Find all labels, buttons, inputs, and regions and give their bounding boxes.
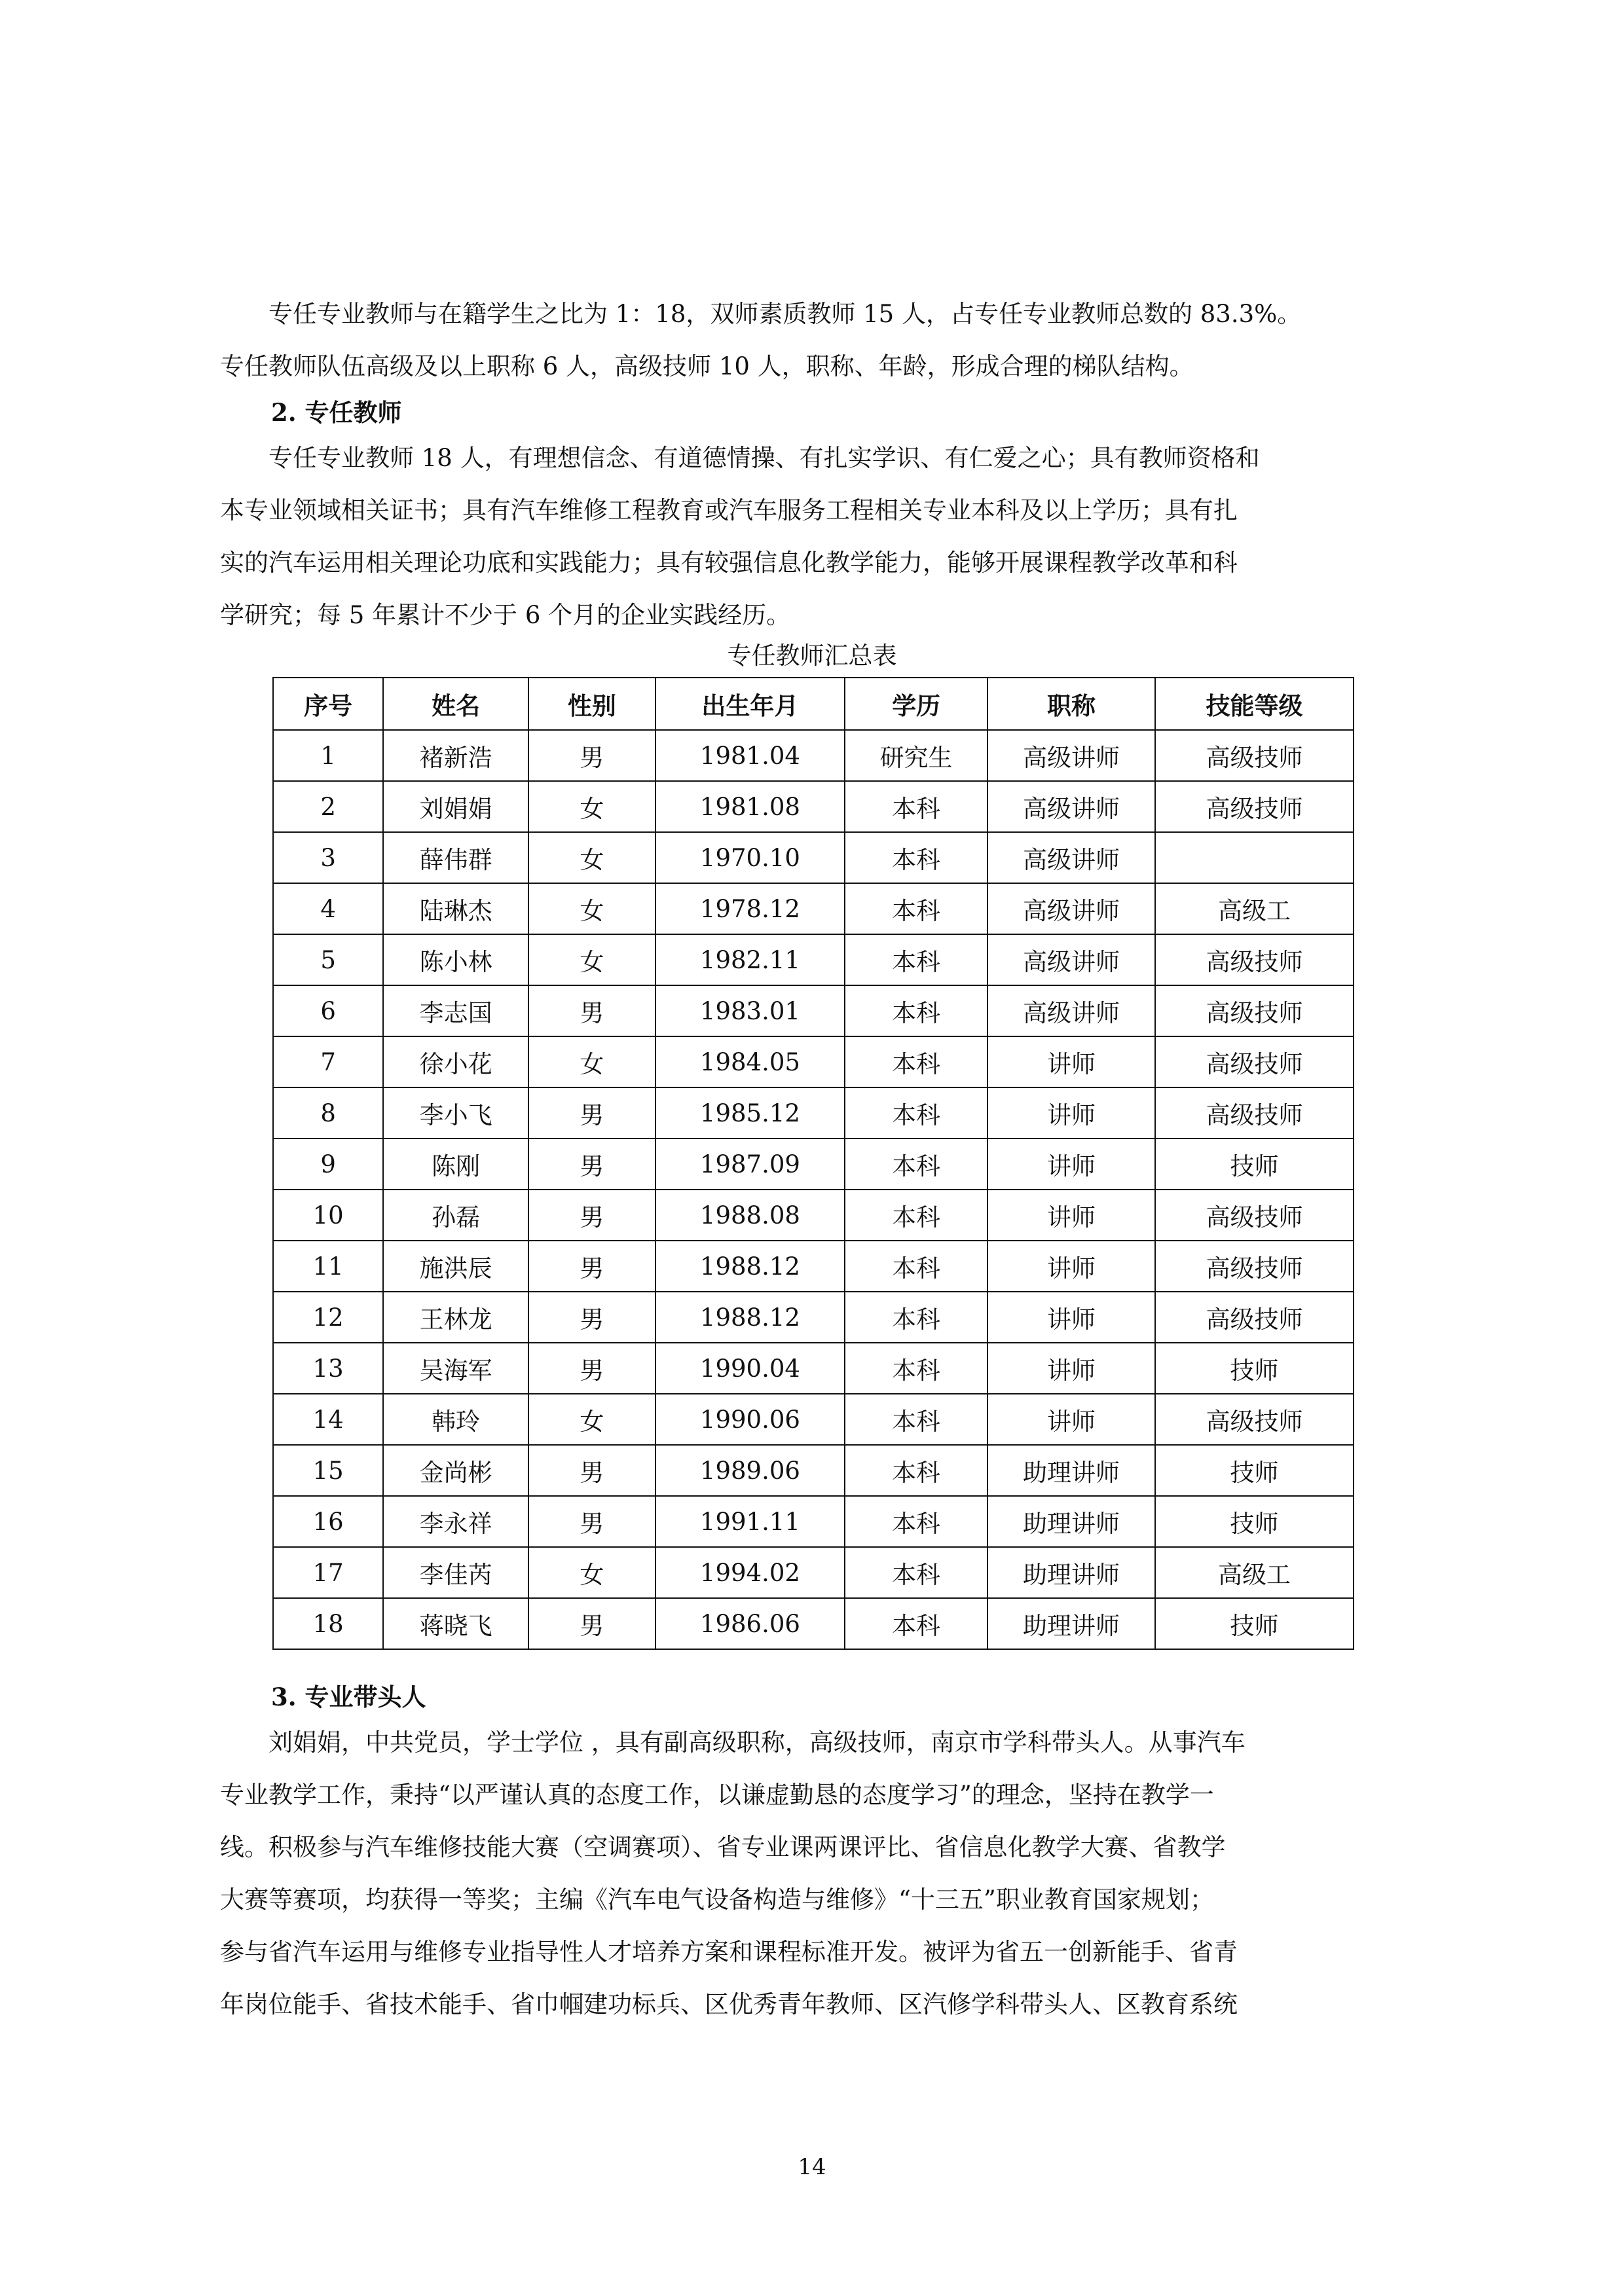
section-3-line-2: 专业教学工作，秉持“以严谨认真的态度工作，以谦虚勤恳的态度学习”的理念，坚持在教学一 bbox=[220, 1781, 1214, 1809]
birth-date-cell: 1990.06 bbox=[655, 1394, 845, 1445]
title-cell: 高级讲师 bbox=[987, 832, 1155, 883]
birth-date-cell: 1988.12 bbox=[655, 1292, 845, 1343]
title-cell: 高级讲师 bbox=[987, 730, 1155, 781]
table-row bbox=[273, 1343, 1354, 1394]
header-cell: 性别 bbox=[528, 678, 655, 730]
row-number-cell: 11 bbox=[273, 1241, 383, 1292]
title-cell: 讲师 bbox=[987, 1036, 1155, 1087]
name-cell: 刘娟娟 bbox=[383, 781, 528, 832]
skill-level-cell bbox=[1155, 832, 1354, 883]
section-3-line-1: 刘娟娟，中共党员，学士学位 ，具有副高级职称，高级技师，南京市学科带头人。从事汽车 bbox=[220, 1728, 1246, 1757]
row-number-cell: 7 bbox=[273, 1036, 383, 1087]
teacher-summary-table bbox=[272, 677, 1354, 1650]
name-cell: 陈刚 bbox=[383, 1139, 528, 1190]
row-number-cell: 13 bbox=[273, 1343, 383, 1394]
gender-cell: 女 bbox=[528, 934, 655, 985]
intro-line-2: 专任教师队伍高级及以上职称 6 人，高级技师 10 人，职称、年龄，形成合理的梯队结构。 bbox=[220, 352, 1194, 380]
row-number-cell: 12 bbox=[273, 1292, 383, 1343]
birth-date-cell: 1978.12 bbox=[655, 883, 845, 934]
gender-cell: 女 bbox=[528, 1036, 655, 1087]
birth-date-cell: 1994.02 bbox=[655, 1547, 845, 1598]
title-cell: 讲师 bbox=[987, 1139, 1155, 1190]
title-cell: 讲师 bbox=[987, 1190, 1155, 1241]
intro-paragraph bbox=[220, 288, 1414, 393]
title-cell: 高级讲师 bbox=[987, 985, 1155, 1036]
education-cell: 本科 bbox=[845, 1496, 987, 1547]
birth-date-cell: 1981.04 bbox=[655, 730, 845, 781]
education-cell: 本科 bbox=[845, 934, 987, 985]
name-cell: 孙磊 bbox=[383, 1190, 528, 1241]
title-cell: 讲师 bbox=[987, 1087, 1155, 1139]
title-cell: 助理讲师 bbox=[987, 1598, 1155, 1649]
table-row bbox=[273, 1598, 1354, 1649]
header-cell: 职称 bbox=[987, 678, 1155, 730]
section-2-line-3: 实的汽车运用相关理论功底和实践能力；具有较强信息化教学能力，能够开展课程教学改革和科 bbox=[220, 549, 1238, 577]
skill-level-cell: 高级技师 bbox=[1155, 934, 1354, 985]
table-row bbox=[273, 934, 1354, 985]
gender-cell: 女 bbox=[528, 1547, 655, 1598]
title-cell: 高级讲师 bbox=[987, 781, 1155, 832]
table-row bbox=[273, 781, 1354, 832]
education-cell: 本科 bbox=[845, 781, 987, 832]
table-row bbox=[273, 1547, 1354, 1598]
name-cell: 李志国 bbox=[383, 985, 528, 1036]
title-cell: 讲师 bbox=[987, 1394, 1155, 1445]
birth-date-cell: 1988.12 bbox=[655, 1241, 845, 1292]
birth-date-cell: 1984.05 bbox=[655, 1036, 845, 1087]
gender-cell: 男 bbox=[528, 1087, 655, 1139]
education-cell: 本科 bbox=[845, 1241, 987, 1292]
birth-date-cell: 1991.11 bbox=[655, 1496, 845, 1547]
skill-level-cell: 高级技师 bbox=[1155, 985, 1354, 1036]
row-number-cell: 17 bbox=[273, 1547, 383, 1598]
name-cell: 陈小林 bbox=[383, 934, 528, 985]
name-cell: 王林龙 bbox=[383, 1292, 528, 1343]
skill-level-cell: 高级技师 bbox=[1155, 1292, 1354, 1343]
education-cell: 本科 bbox=[845, 1394, 987, 1445]
skill-level-cell: 高级技师 bbox=[1155, 1241, 1354, 1292]
gender-cell: 女 bbox=[528, 883, 655, 934]
skill-level-cell: 高级技师 bbox=[1155, 1190, 1354, 1241]
birth-date-cell: 1985.12 bbox=[655, 1087, 845, 1139]
birth-date-cell: 1989.06 bbox=[655, 1445, 845, 1496]
intro-line-1: 专任专业教师与在籍学生之比为 1：18，双师素质教师 15 人，占专任专业教师总数的 83.3%。 bbox=[220, 300, 1302, 328]
section-3-line-6: 年岗位能手、省技术能手、省巾帼建功标兵、区优秀青年教师、区汽修学科带头人、区教育系统 bbox=[220, 1990, 1238, 2018]
row-number-cell: 16 bbox=[273, 1496, 383, 1547]
row-number-cell: 5 bbox=[273, 934, 383, 985]
education-cell: 本科 bbox=[845, 1343, 987, 1394]
section-3-line-3: 线。积极参与汽车维修技能大赛（空调赛项）、省专业课两课评比、省信息化教学大赛、省教学 bbox=[220, 1833, 1226, 1861]
skill-level-cell: 高级技师 bbox=[1155, 1394, 1354, 1445]
gender-cell: 男 bbox=[528, 1598, 655, 1649]
birth-date-cell: 1986.06 bbox=[655, 1598, 845, 1649]
birth-date-cell: 1990.04 bbox=[655, 1343, 845, 1394]
education-cell: 本科 bbox=[845, 1292, 987, 1343]
education-cell: 本科 bbox=[845, 1087, 987, 1139]
name-cell: 陆琳杰 bbox=[383, 883, 528, 934]
education-cell: 本科 bbox=[845, 1547, 987, 1598]
gender-cell: 男 bbox=[528, 1343, 655, 1394]
section-3-line-4: 大赛等赛项，均获得一等奖；主编《汽车电气设备构造与维修》“十三五”职业教育国家规划； bbox=[220, 1886, 1214, 1914]
row-number-cell: 2 bbox=[273, 781, 383, 832]
gender-cell: 男 bbox=[528, 1445, 655, 1496]
table-row bbox=[273, 1496, 1354, 1547]
title-cell: 助理讲师 bbox=[987, 1547, 1155, 1598]
table-row bbox=[273, 832, 1354, 883]
row-number-cell: 6 bbox=[273, 985, 383, 1036]
education-cell: 本科 bbox=[845, 883, 987, 934]
education-cell: 本科 bbox=[845, 1139, 987, 1190]
education-cell: 本科 bbox=[845, 1190, 987, 1241]
name-cell: 薛伟群 bbox=[383, 832, 528, 883]
table-row bbox=[273, 1190, 1354, 1241]
gender-cell: 男 bbox=[528, 1139, 655, 1190]
education-cell: 本科 bbox=[845, 1036, 987, 1087]
birth-date-cell: 1987.09 bbox=[655, 1139, 845, 1190]
gender-cell: 女 bbox=[528, 832, 655, 883]
gender-cell: 女 bbox=[528, 781, 655, 832]
skill-level-cell: 高级技师 bbox=[1155, 730, 1354, 781]
table-row bbox=[273, 1445, 1354, 1496]
table-row bbox=[273, 730, 1354, 781]
section-3-line-5: 参与省汽车运用与维修专业指导性人才培养方案和课程标准开发。被评为省五一创新能手、省青 bbox=[220, 1938, 1238, 1966]
name-cell: 金尚彬 bbox=[383, 1445, 528, 1496]
education-cell: 本科 bbox=[845, 1598, 987, 1649]
table-row bbox=[273, 1087, 1354, 1139]
gender-cell: 男 bbox=[528, 1190, 655, 1241]
section-2-line-1: 专任专业教师 18 人，有理想信念、有道德情操、有扎实学识、有仁爱之心；具有教师资格和 bbox=[220, 444, 1260, 472]
table-row bbox=[273, 883, 1354, 934]
title-cell: 高级讲师 bbox=[987, 934, 1155, 985]
title-cell: 讲师 bbox=[987, 1343, 1155, 1394]
birth-date-cell: 1988.08 bbox=[655, 1190, 845, 1241]
education-cell: 本科 bbox=[845, 985, 987, 1036]
birth-date-cell: 1970.10 bbox=[655, 832, 845, 883]
row-number-cell: 10 bbox=[273, 1190, 383, 1241]
title-cell: 讲师 bbox=[987, 1292, 1155, 1343]
section-2-line-2: 本专业领域相关证书；具有汽车维修工程教育或汽车服务工程相关专业本科及以上学历；具有扎 bbox=[220, 496, 1238, 524]
section-3-heading: 3. 专业带头人 bbox=[271, 1683, 426, 1711]
skill-level-cell: 高级技师 bbox=[1155, 1036, 1354, 1087]
name-cell: 徐小花 bbox=[383, 1036, 528, 1087]
gender-cell: 男 bbox=[528, 985, 655, 1036]
row-number-cell: 14 bbox=[273, 1394, 383, 1445]
table-header-row bbox=[273, 678, 1354, 730]
row-number-cell: 4 bbox=[273, 883, 383, 934]
section-2-paragraph bbox=[220, 432, 1414, 642]
table-row bbox=[273, 1292, 1354, 1343]
gender-cell: 男 bbox=[528, 1292, 655, 1343]
education-cell: 研究生 bbox=[845, 730, 987, 781]
row-number-cell: 18 bbox=[273, 1598, 383, 1649]
name-cell: 韩玲 bbox=[383, 1394, 528, 1445]
table-row bbox=[273, 1139, 1354, 1190]
name-cell: 吴海军 bbox=[383, 1343, 528, 1394]
page-number: 14 bbox=[798, 2154, 826, 2180]
education-cell: 本科 bbox=[845, 1445, 987, 1496]
title-cell: 讲师 bbox=[987, 1241, 1155, 1292]
birth-date-cell: 1983.01 bbox=[655, 985, 845, 1036]
table-row bbox=[273, 985, 1354, 1036]
table-row bbox=[273, 1394, 1354, 1445]
table-row bbox=[273, 1241, 1354, 1292]
name-cell: 李小飞 bbox=[383, 1087, 528, 1139]
name-cell: 李佳芮 bbox=[383, 1547, 528, 1598]
gender-cell: 女 bbox=[528, 1394, 655, 1445]
header-cell: 序号 bbox=[273, 678, 383, 730]
skill-level-cell: 高级工 bbox=[1155, 1547, 1354, 1598]
birth-date-cell: 1981.08 bbox=[655, 781, 845, 832]
row-number-cell: 1 bbox=[273, 730, 383, 781]
section-3-paragraph bbox=[220, 1717, 1414, 2031]
row-number-cell: 8 bbox=[273, 1087, 383, 1139]
skill-level-cell: 技师 bbox=[1155, 1598, 1354, 1649]
row-number-cell: 15 bbox=[273, 1445, 383, 1496]
name-cell: 李永祥 bbox=[383, 1496, 528, 1547]
header-cell: 技能等级 bbox=[1155, 678, 1354, 730]
skill-level-cell: 技师 bbox=[1155, 1343, 1354, 1394]
skill-level-cell: 高级工 bbox=[1155, 883, 1354, 934]
name-cell: 褚新浩 bbox=[383, 730, 528, 781]
header-cell: 出生年月 bbox=[655, 678, 845, 730]
education-cell: 本科 bbox=[845, 832, 987, 883]
name-cell: 蒋晓飞 bbox=[383, 1598, 528, 1649]
header-cell: 姓名 bbox=[383, 678, 528, 730]
skill-level-cell: 技师 bbox=[1155, 1445, 1354, 1496]
row-number-cell: 9 bbox=[273, 1139, 383, 1190]
name-cell: 施洪辰 bbox=[383, 1241, 528, 1292]
section-2-line-4: 学研究；每 5 年累计不少于 6 个月的企业实践经历。 bbox=[220, 601, 791, 629]
skill-level-cell: 技师 bbox=[1155, 1496, 1354, 1547]
birth-date-cell: 1982.11 bbox=[655, 934, 845, 985]
table-body bbox=[273, 730, 1354, 1649]
skill-level-cell: 高级技师 bbox=[1155, 1087, 1354, 1139]
header-cell: 学历 bbox=[845, 678, 987, 730]
table-caption: 专任教师汇总表 bbox=[727, 642, 897, 670]
title-cell: 助理讲师 bbox=[987, 1496, 1155, 1547]
table-row bbox=[273, 1036, 1354, 1087]
gender-cell: 男 bbox=[528, 1496, 655, 1547]
gender-cell: 男 bbox=[528, 730, 655, 781]
row-number-cell: 3 bbox=[273, 832, 383, 883]
skill-level-cell: 技师 bbox=[1155, 1139, 1354, 1190]
section-2-heading: 2. 专任教师 bbox=[271, 398, 402, 427]
gender-cell: 男 bbox=[528, 1241, 655, 1292]
title-cell: 高级讲师 bbox=[987, 883, 1155, 934]
skill-level-cell: 高级技师 bbox=[1155, 781, 1354, 832]
title-cell: 助理讲师 bbox=[987, 1445, 1155, 1496]
